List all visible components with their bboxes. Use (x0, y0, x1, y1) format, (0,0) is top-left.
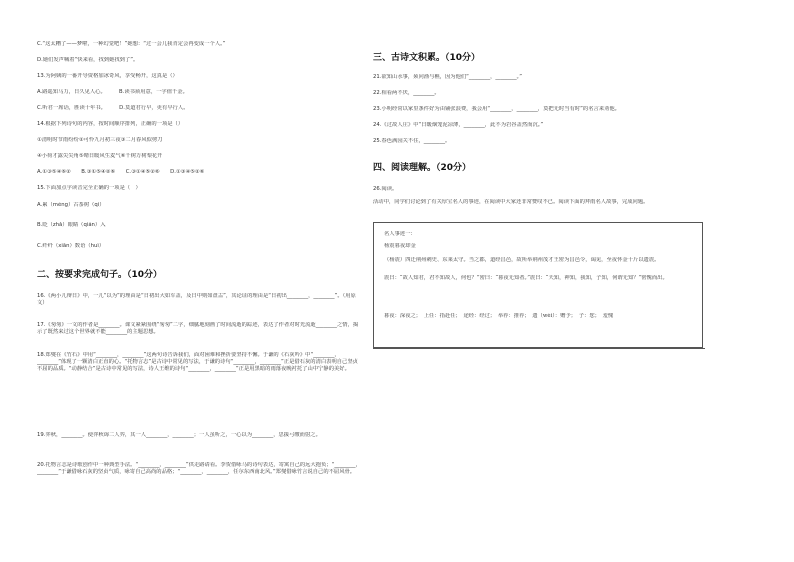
section-two-heading: 二、按要求完成句子。（10分） (37, 270, 163, 280)
question-20: 20.托物言志是诗歌创作中一种典型手法。“________，________”供走路请看。李贺借咏马的诗句表达，寄寓自己的远大抱负；“________，________”于谦借咏石灰的坚贞气质，咏寄自己高尚的品格；“________，________，任尔东西南北风。”郑燮借咏竹言说自己的不屈风骨。 (37, 462, 361, 475)
passage-text-1: （杨震）四迁荆州刺史、东莱太守。当之郡，道经昌邑，故所举荆州茂才王密为昌邑令，谒见，至夜怀金十斤以遗震。 (384, 257, 660, 263)
reading-intro: 活动中，同学们讨论到了有关厚宝名人的事迹，在阅读中大家还非常赞叹不已。阅读下面的拜雨名人故事，完成问题。 (373, 199, 649, 205)
q14-verses-1: ①清明时节雨纷纷②可怜九月初三夜③二月春风似剪刀 (37, 137, 163, 143)
question-21: 21.欲知山水事，须问渔与樵，因为他们“________，________。” (373, 74, 522, 80)
passage-notes: 暮夜：深夜之； 上任：指赴任； 途经：经过； 举荐：推荐； 遗（wèi）：赠予； 子：您； 羞愧 (384, 313, 614, 319)
question-24: 24.《过故人庄》中“日暖烟笼泥凉薄，________，此不为岩谷盖然而沉。” (373, 122, 544, 128)
option-d-line: D.她们发声喊着“快来看，找到她找到了”。 (37, 57, 139, 63)
q15-option-b: B.眨（zhǎ）眼睛（qián）入 (37, 222, 106, 228)
section-three-heading: 三、古诗文积累。（10分） (373, 53, 481, 63)
section-four-heading: 四、阅读理解。（20分） (373, 163, 472, 173)
q14-options: A.①③⑤④⑥② B.③①⑤④②⑥ C.③①④⑤②⑥ D.①③④⑤②⑥ (37, 169, 205, 175)
q14-verses-2: ④小荷才露尖尖角⑤晴日暖风生麦气⑥千树万树梨花开 (37, 153, 163, 159)
question-13: 13.为阿姨的一番开导资格加冰奇风，享受畅开，这真是（） (37, 73, 178, 79)
q13-options-ab: A.路遥知马力，日久见人心。 B.读书须用意，一字值千金。 (37, 89, 188, 95)
question-25: 25.春色满园关不住，________。 (373, 138, 451, 144)
question-17: 17.《匆匆》一文的作者是________。课文紧紧围绕“匆匆”二字，细腻地刻画了时间流逝的踪迹，表达了作者对时光流逝________之情，揭示了既然来过这个世界就不能________的主题思想。 (37, 322, 359, 335)
question-16: 16.《两小儿辩日》中，一儿“以为”的理由是“日初出大如车盖，及日中则如盘盂”，其论证的理由是“日初出________，________”。（用原文） (37, 293, 356, 306)
question-19: 19.弈秋，________。使弈秋诲二人弈，其一人________，________；一人虽听之，一心以为________，思援弓缴而射之。 (37, 432, 321, 438)
box-bottom-rule (373, 348, 705, 349)
passage-title: 杨震暮夜却金 (384, 243, 416, 249)
q15-option-a: A.累（méng）古茶树（qí） (37, 202, 105, 208)
question-15: 15.下面加点字读音完全正确的一项是（ ） (37, 185, 141, 191)
q13-options-cd: C.听君一席话，胜读十年书。 D.莫道君行早，更有早行人。 (37, 105, 189, 111)
question-26: 26.阅读。 (373, 186, 398, 192)
q15-option-c: C.纤纤（xiān）数语（huì） (37, 243, 105, 249)
option-c-line: C.“这太糟了——梦啦，一种幻觉吧！”她想：“过一会儿我肯定会再变成一个人。” (37, 41, 226, 47)
question-22: 22.相看两不厌，________。 (373, 90, 440, 96)
question-18: 18.郑燮在《竹石》中用“________，________”这两句诗告诉我们，面对困难和挫折要坚持不懈。于谦的《石灰吟》中“________，________”体现了一颗清白正直的心。“托物言志”是古诗中常见的写法，于谦的诗句“________，________”正是借石灰的清白表明自己坚贞不屈的品质。“动静结合”是古诗中常见的写法，诗人王维的诗句“________，________”正是用黑暗的雨落夜晚衬托了山中宁静的美好。 (37, 352, 358, 372)
reading-passage-box (373, 222, 703, 348)
question-14: 14.根据下列诗句的内容，按时间顺序排列，正确的一项是（） (37, 121, 184, 127)
question-23: 23.小明经常以家里条件好为由铺张浪费，我会用“________，________，莫把无时当有时”的名言来劝他。 (373, 106, 620, 112)
passage-text-2: 震曰：“故人知君，君不知故人，何也？”密曰：“暮夜无知者。”震曰：“天知，神知，我知，子知，何谓无知？”密愧而出。 (384, 275, 668, 281)
passage-label: 名人事迹一： (384, 231, 416, 237)
